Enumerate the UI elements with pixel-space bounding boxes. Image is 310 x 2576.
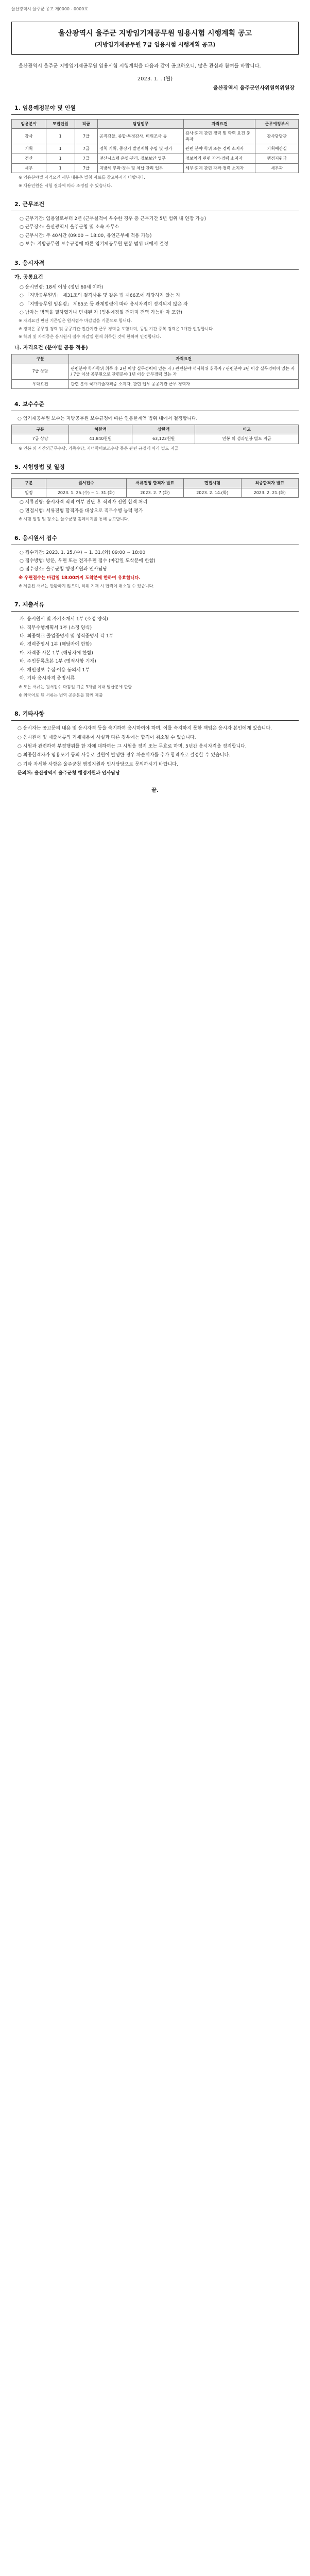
list-item: 마. 자격증 사본 1부 (해당자에 한함): [20, 650, 93, 656]
table-cell: 관련 분야 학위 또는 경력 소지자: [184, 144, 255, 154]
list-item: ○ 접수방법: 방문, 우편 또는 전자우편 접수 (마감일 도착분에 한함): [20, 558, 156, 564]
table-header-cell: 원서접수: [46, 479, 126, 488]
table-header-cell: 상한액: [132, 425, 195, 434]
table-header-cell: 최종합격자 발표: [241, 479, 298, 488]
table-header-cell: 임용분야: [12, 119, 46, 129]
list-item: ○ 근무시간: 주 40시간 (09:00 ~ 18:00, 유연근무제 적용 가능): [20, 233, 152, 239]
table-cell: 관련분야 학사학위 취득 후 2년 이상 실무경력이 있는 자 / 관련분야 석사학위 취득자 / 관련분야 3년 이상 실무경력이 있는 자 / 7급 이상 공무원으로 관련분야 1년 이상 근무경력 있는 자: [69, 364, 299, 379]
salary-table: [11, 425, 299, 444]
section-4: [11, 398, 299, 452]
table-cell: 전산시스템 운영·관리, 정보보안 업무: [98, 154, 184, 163]
table-header-cell: 자격요건: [184, 119, 255, 129]
table-cell: 41,840천원: [69, 434, 132, 444]
table-header-cell: 비고: [195, 425, 299, 434]
table-cell: 기획: [12, 144, 46, 154]
document-page: [0, 0, 310, 810]
list-item: ○ 「지방공무원 임용령」 제65조 등 관계법령에 따라 응시자격이 정지되지 않은 자: [20, 301, 188, 307]
list-item: ○ 접수기간: 2023. 1. 25.(수) ~ 1. 31.(화) 09:00 ~ 18:00: [20, 550, 146, 555]
section-7: [11, 599, 299, 699]
table-header-cell: 서류전형 합격자 발표: [126, 479, 183, 488]
table-cell: 기획예산실: [255, 144, 299, 154]
table-cell: 1: [46, 129, 75, 144]
section-1-note: ※ 임용분야별 자격요건 세부 내용은 별첨 자료를 참고하시기 바랍니다.: [19, 175, 145, 180]
section-1-title: 1. 임용예정분야 및 인원: [11, 102, 299, 115]
table-header-cell: 구분: [12, 425, 69, 434]
table-cell: 2023. 1. 25.(수) ~ 1. 31.(화): [46, 488, 126, 498]
table-cell: 우대요건: [12, 379, 69, 389]
table-cell: 1: [46, 154, 75, 163]
table-header-cell: 구분: [12, 479, 46, 488]
section-3-subtitle: 나. 자격요건 (분야별 공통 적용): [14, 345, 88, 351]
table-cell: 정책 기획, 중장기 발전계획 수립 및 평가: [98, 144, 184, 154]
schedule-table: [11, 478, 299, 498]
table-cell: 세무과: [255, 163, 299, 173]
table-header-cell: 구분: [12, 354, 69, 364]
list-item: ○ 접수장소: 울주군청 행정지원과 인사담당: [20, 567, 108, 572]
requirements-table: [11, 354, 299, 389]
table-cell: 연봉 외 성과연봉 별도 지급: [195, 434, 299, 444]
list-item: ○ 남자는 병역을 필하였거나 면제된 자 (임용예정일 전까지 전역 가능한 자 포함): [20, 310, 182, 316]
table-row: [12, 154, 299, 163]
table-row: [12, 488, 299, 498]
section-2-title: 2. 근무조건: [11, 198, 299, 211]
table-header-cell: 모집인원: [46, 119, 75, 129]
section-6-note: ※ 제출된 서류는 반환하지 않으며, 허위 기재 시 합격이 취소될 수 있습니다.: [19, 583, 154, 588]
section-6-title: 6. 응시원서 접수: [11, 532, 299, 545]
section-6-note: ※ 우편접수는 마감일 18:00까지 도착분에 한하여 유효합니다.: [19, 575, 141, 581]
section-6: [11, 532, 299, 590]
table-cell: 세무: [12, 163, 46, 173]
list-item: ○ 최종합격자가 임용포기 등의 사유로 결원이 발생한 경우 차순위자를 추가 합격자로 결정할 수 있습니다.: [18, 753, 231, 758]
table-cell: 전산: [12, 154, 46, 163]
list-item: ○ 보수: 지방공무원 보수규정에 따른 임기제공무원 연봉 범위 내에서 결정: [20, 242, 168, 247]
table-cell: 7급 상당: [12, 364, 69, 379]
list-item: ○ 서류전형: 응시자격 적격 여부 판단 후 적격자 전원 합격 처리: [20, 500, 148, 505]
table-cell: 감사: [12, 129, 46, 144]
positions-table-header: [12, 119, 299, 129]
document-header: 울산광역시 울주군 공고 제0000 - 0000호: [11, 7, 89, 11]
table-cell: 세무·회계 관련 자격·경력 소지자: [184, 163, 255, 173]
announcement-date: 2023. 1. . (월): [137, 76, 173, 82]
list-item: 나. 직무수행계획서 1부 (소정 양식): [20, 625, 92, 631]
table-row: [12, 129, 299, 144]
section-4-intro: ○ 임기제공무원 보수는 지방공무원 보수규정에 따른 연봉한계액 범위 내에서 결정합니다.: [18, 416, 198, 422]
section-8: [11, 708, 299, 777]
table-cell: 관련 분야 국가기술자격증 소지자, 관련 업무 공공기관 근무 경력자: [69, 379, 299, 389]
document-title: 울산광역시 울주군 지방임기제공무원 임용시험 시행계획 공고: [58, 29, 252, 38]
table-cell: 7급: [75, 154, 98, 163]
section-7-title: 7. 제출서류: [11, 599, 299, 612]
section-3-note: ※ 자격요건 판단 기준일은 원서접수 마감일을 기준으로 합니다.: [19, 318, 132, 324]
table-cell: 감사담당관: [255, 129, 299, 144]
list-item: 다. 최종학교 졸업증명서 및 성적증명서 각 1부: [20, 634, 114, 639]
table-cell: 지방세 부과·징수 및 체납 관리 업무: [98, 163, 184, 173]
table-cell: 1: [46, 144, 75, 154]
table-cell: 7급: [75, 163, 98, 173]
table-row: [12, 163, 299, 173]
section-7-note: ※ 외국어로 된 서류는 번역 공증본을 함께 제출: [19, 692, 103, 698]
list-item: ○ 근무장소: 울산광역시 울주군청 및 소속 사무소: [20, 225, 119, 230]
list-item: ○ 기타 자세한 사항은 울주군청 행정지원과 인사담당으로 문의하시기 바랍니다.: [18, 761, 178, 767]
list-item: 아. 기타 응시자격 증빙서류: [20, 676, 75, 681]
list-item: ○ 근무기간: 임용일로부터 2년 (근무실적이 우수한 경우 총 근무기간 5년 범위 내 연장 가능): [20, 216, 206, 222]
section-3-title: 3. 응시자격: [11, 257, 299, 270]
table-row: [12, 364, 299, 379]
list-item: ○ 응시연령: 18세 이상 (정년 60세 이하): [20, 284, 104, 290]
section-1: [11, 102, 299, 189]
table-cell: 2023. 2. 14.(화): [184, 488, 241, 498]
requirements-table-header: [12, 354, 299, 364]
list-item: 가. 응시원서 및 자기소개서 1부 (소정 양식): [20, 617, 108, 622]
section-7-note: ※ 모든 서류는 원서접수 마감일 기준 3개월 이내 발급분에 한함: [19, 685, 132, 690]
table-cell: 행정지원과: [255, 154, 299, 163]
list-item: ○ 시험과 관련하여 부정행위를 한 자에 대하여는 그 시험을 정지 또는 무효로 하며, 5년간 응시자격을 정지합니다.: [18, 743, 247, 749]
section-5: [11, 461, 299, 522]
section-5-note: ※ 시험 일정 및 장소는 울주군청 홈페이지를 통해 공고합니다.: [19, 517, 130, 522]
table-cell: 감사·회계 관련 경력 및 학력 요건 충족자: [184, 129, 255, 144]
table-row: [12, 379, 299, 389]
end-mark: 끝.: [151, 788, 159, 794]
schedule-table-header: [12, 479, 299, 488]
table-cell: 1: [46, 163, 75, 173]
table-cell: 정보처리 관련 자격·경력 소지자: [184, 154, 255, 163]
table-cell: 63,122천원: [132, 434, 195, 444]
section-8-title: 8. 기타사항: [11, 708, 299, 721]
table-header-cell: 하한액: [69, 425, 132, 434]
section-2: [11, 198, 299, 248]
table-row: [12, 434, 299, 444]
section-4-note: ※ 연봉 외 시간외근무수당, 가족수당, 자녀학비보조수당 등은 관련 규정에 따라 별도 지급: [19, 446, 179, 451]
section-3-note: ※ 경력은 공무원 경력 및 공공기관·민간기관 근무 경력을 포함하며, 동일 기간 중복 경력은 1개만 인정합니다.: [19, 326, 214, 331]
section-3: [11, 257, 299, 389]
document-subtitle: (지방임기제공무원 7급 임용시험 시행계획 공고): [94, 41, 216, 48]
list-item: ○ 응시원서 및 제출서류의 기재내용이 사실과 다른 경우에는 합격이 취소될 수 있습니다.: [18, 735, 196, 740]
documents-list: [18, 616, 296, 682]
list-item: ○ 응시자는 공고문의 내용 및 응시자격 등을 숙지하여 응시하여야 하며, 이를 숙지하지 못한 책임은 응시자 본인에게 있습니다.: [18, 726, 272, 732]
signer: 울산광역시 울주군인사위원회위원장: [213, 86, 295, 92]
list-item: ○ 면접시험: 서류전형 합격자를 대상으로 직무수행 능력 평가: [20, 508, 143, 514]
table-header-cell: 근무예정부서: [255, 119, 299, 129]
table-cell: 2023. 2. 7.(화): [126, 488, 183, 498]
salary-table-header: [12, 425, 299, 434]
intro-paragraph: 울산광역시 울주군 지방임기제공무원 임용시험 시행계획을 다음과 같이 공고하오니, 많은 관심과 참여를 바랍니다.: [19, 63, 261, 69]
section-3-subtitle: 가. 공통요건: [14, 275, 43, 281]
table-cell: 7급: [75, 144, 98, 154]
section-5-title: 5. 시험방법 및 일정: [11, 461, 299, 474]
table-cell: 일정: [12, 488, 46, 498]
table-header-cell: 직급: [75, 119, 98, 129]
list-item: 라. 경력증명서 1부 (해당자에 한함): [20, 642, 92, 648]
title-box: [11, 22, 299, 55]
table-header-cell: 자격요건: [69, 354, 299, 364]
list-item: ○ 「지방공무원법」 제31조의 결격사유 및 같은 법 제66조에 해당하지 않는 자: [20, 293, 181, 299]
section-4-title: 4. 보수수준: [11, 398, 299, 411]
list-item: 사. 개인정보 수집·이용 동의서 1부: [20, 667, 90, 673]
table-row: [12, 144, 299, 154]
contact-info: 문의처: 울산광역시 울주군청 행정지원과 인사담당: [18, 771, 120, 776]
table-cell: 2023. 2. 21.(화): [241, 488, 298, 498]
table-cell: 7급 상당: [12, 434, 69, 444]
table-cell: 7급: [75, 129, 98, 144]
table-header-cell: 면접시험: [184, 479, 241, 488]
table-cell: 공직감찰, 종합·특정감사, 비위조사 등: [98, 129, 184, 144]
section-1-note: ※ 채용인원은 시험 결과에 따라 조정될 수 있습니다.: [19, 183, 112, 188]
section-3-note: ※ 학위 및 자격증은 응시원서 접수 마감일 현재 취득한 것에 한하여 인정합니다.: [19, 334, 161, 340]
table-header-cell: 담당업무: [98, 119, 184, 129]
list-item: 바. 주민등록초본 1부 (병적사항 기재): [20, 659, 96, 665]
positions-table: [11, 119, 299, 174]
